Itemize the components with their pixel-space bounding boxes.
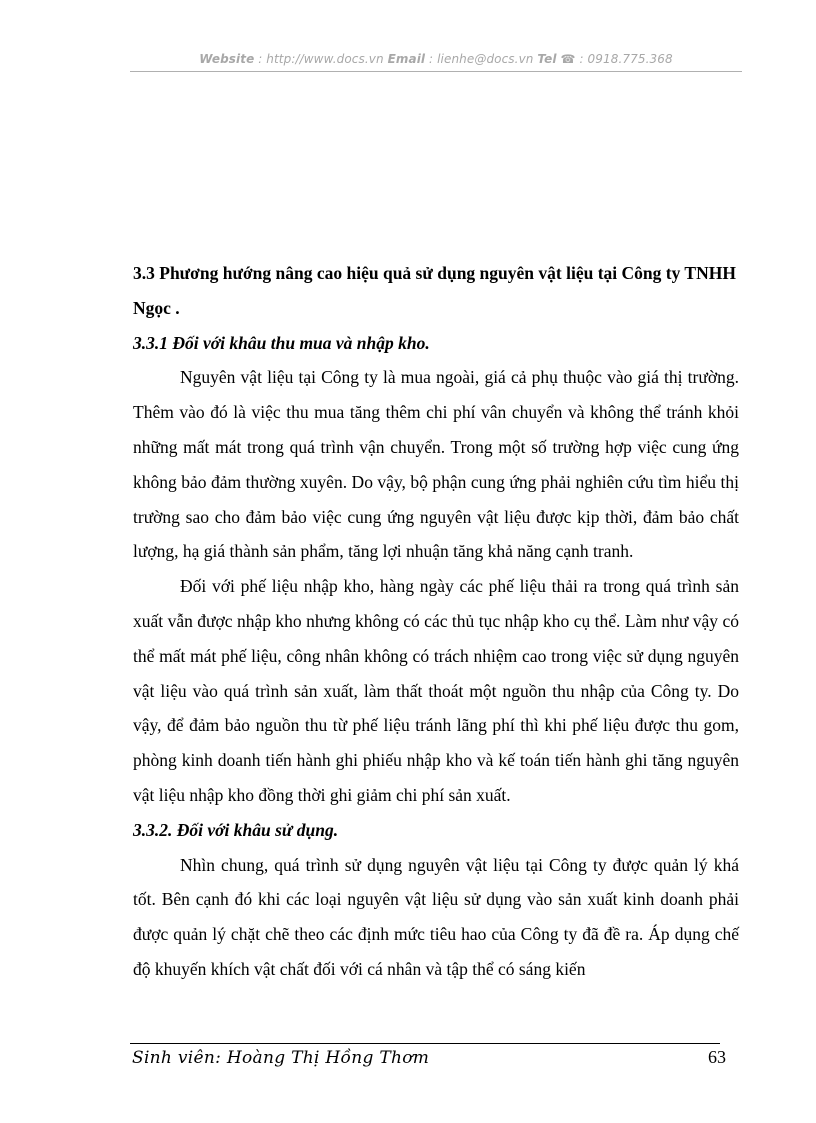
page-number: 63 <box>708 1047 726 1067</box>
tel-value: ☎ : 0918.775.368 <box>556 52 673 66</box>
paragraph: Nguyên vật liệu tại Công ty là mua ngoài, giá cả phụ thuộc vào giá thị trường. Thêm vào đó là việc thu mua tăng thêm chi phí vân chuyển và không thể tránh khỏi những mất mát trong quá trình vận chuyển. Trong một số trường hợp việc cung ứng không bảo đảm thường xuyên. Do vậy, bộ phận cung ứng phải nghiên cứu tìm hiểu thị trường sao cho đảm bảo việc cung ứng nguyên vật liệu được kịp thời, đảm bảo chất lượng, hạ giá thành sản phẩm, tăng lợi nhuận tăng khả năng cạnh tranh. <box>133 367 739 562</box>
header-divider <box>130 71 742 72</box>
section-title: 3.3 Phương hướng nâng cao hiệu quả sử dụng nguyên vật liệu tại Công ty TNHH Ngọc . <box>133 263 736 318</box>
website-value: : http://www.docs.vn <box>254 52 388 66</box>
email-value: : lienhe@docs.vn <box>425 52 538 66</box>
paragraph: Đối với phế liệu nhập kho, hàng ngày các phế liệu thải ra trong quá trình sản xuất vẫn được nhập kho nhưng không có các thủ tục nhập kho cụ thể. Làm như vậy có thể mất mát phế liệu, công nhân không có trách nhiệm cao trong việc sử dụng nguyên vật liệu vào quá trình sản xuất, làm thất thoát một nguồn thu nhập của Công ty. Do vậy, để đảm bảo nguồn thu từ phế liệu tránh lãng phí thì khi phế liệu được thu gom, phòng kinh doanh tiến hành ghi phiếu nhập kho và kế toán tiến hành ghi tăng nguyên vật liệu nhập kho đồng thời ghi giảm chi phí sản xuất. <box>133 576 739 805</box>
website-label: Website <box>199 52 255 66</box>
subsection-title-1: 3.3.1 Đối với khâu thu mua và nhập kho. <box>133 332 430 353</box>
page-body <box>133 256 739 987</box>
footer-student-name: Sinh viên: Hoàng Thị Hồng Thơm <box>132 1048 430 1068</box>
email-label: Email <box>387 52 426 66</box>
footer-divider <box>130 1043 720 1044</box>
subsection-title-2: 3.3.2. Đối với khâu sử dụng. <box>133 819 339 840</box>
page-header <box>130 52 742 66</box>
paragraph: Nhìn chung, quá trình sử dụng nguyên vật liệu tại Công ty được quản lý khá tốt. Bên cạnh đó khi các loại nguyên vật liệu sử dụng vào sản xuất kinh doanh phải được quản lý chặt chẽ theo các định mức tiêu hao của Công ty đã đề ra. Áp dụng chế độ khuyến khích vật chất đối với cá nhân và tập thể có sáng kiến <box>133 854 739 979</box>
tel-label: Tel <box>537 52 557 66</box>
